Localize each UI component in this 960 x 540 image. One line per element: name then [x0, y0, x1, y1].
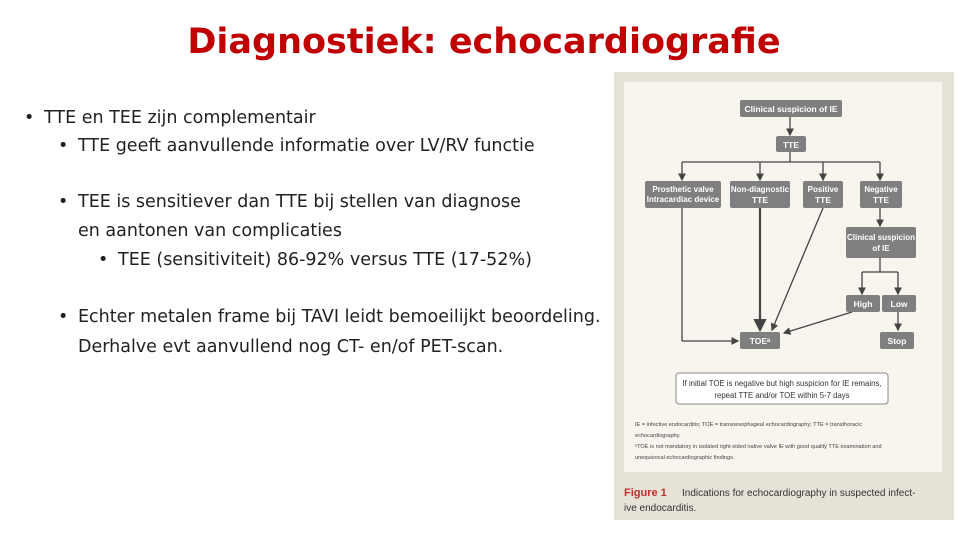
bullet-2: • TEE is sensitiever dan TTE bij stellen van diagnose — [58, 192, 521, 212]
footnote-4: unequivocal echocardiographic findings. — [635, 455, 735, 461]
clinical-suspicion-label: Clinical suspicion of IE — [744, 104, 838, 114]
bullet-3-cont: Derhalve evt aanvullend nog CT- en/of PET-scan. — [78, 337, 504, 357]
note-line-1: If initial TOE is negative but high suspicion for IE remains, — [682, 379, 882, 388]
slide-title: Diagnostiek: echocardiografie — [187, 22, 781, 62]
caption-line-2: ive endocarditis. — [624, 503, 697, 514]
clinical-suspicion-2-box — [846, 227, 916, 258]
bullet-1: • TTE en TEE zijn complementair — [24, 108, 316, 128]
footnote-3: ᵃTOE is not mandatory in isolated right-sided native valve IE with good quality TTE examination and — [635, 444, 882, 450]
note-line-2: repeat TTE and/or TOE within 5-7 days — [714, 391, 850, 400]
high-label: High — [853, 299, 873, 309]
footnote-2: echocardiography. — [635, 433, 681, 439]
bullet-2-1: • TEE (sensitiviteit) 86-92% versus TTE (17-52%) — [98, 250, 532, 270]
negative-label-2: TTE — [872, 195, 890, 205]
tte-label: TTE — [782, 140, 800, 150]
clin2-label-1: Clinical suspicion — [846, 233, 916, 242]
bullet-3: • Echter metalen frame bij TAVI leidt bemoeilijkt beoordeling. — [58, 307, 601, 327]
prosthetic-label-1: Prosthetic valve — [652, 185, 714, 194]
stop-label: Stop — [887, 336, 907, 346]
bullet-2-cont: en aantonen van complicaties — [78, 221, 342, 241]
negative-label-1: Negative — [864, 185, 898, 194]
caption-line-1: Indications for echocardiography in suspected infect- — [682, 488, 916, 499]
clin2-label-2: of IE — [872, 244, 890, 253]
positive-label-2: TTE — [814, 195, 832, 205]
prosthetic-label-2: Intracardiac device — [646, 195, 720, 204]
low-label: Low — [890, 299, 908, 309]
caption-label: Figure 1 — [624, 487, 667, 499]
positive-label-1: Positive — [807, 185, 839, 194]
bullet-1-1: • TTE geeft aanvullende informatie over LV/RV functie — [58, 136, 535, 156]
footnote-1: IE = infective endocarditis; TOE = transoesophageal echocardiography; TTE = transthoracic — [635, 422, 863, 428]
toe-label: TOEᵃ — [749, 336, 771, 346]
nondiag-label-2: TTE — [751, 195, 769, 205]
nondiag-label-1: Non-diagnostic — [730, 185, 790, 194]
